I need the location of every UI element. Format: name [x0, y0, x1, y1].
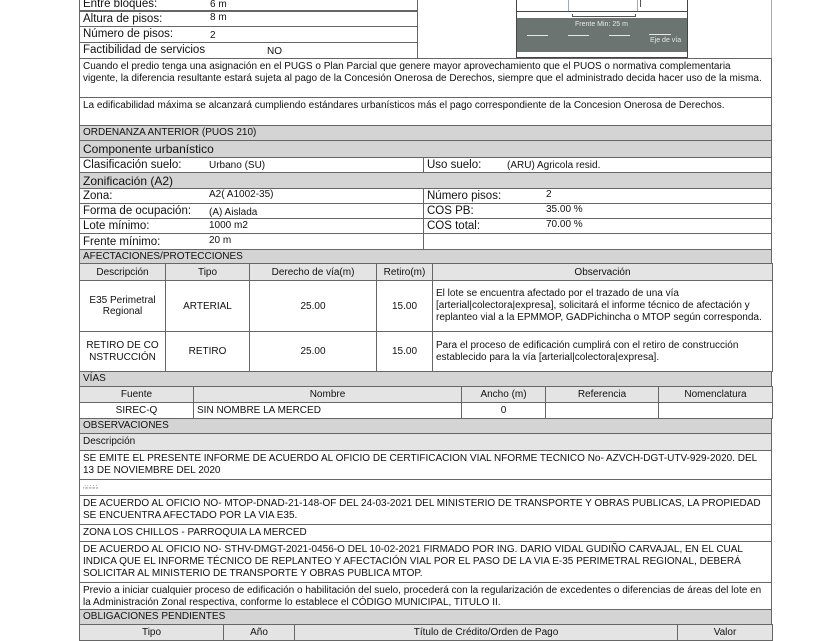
cell-derecho-via: 25.00 [250, 332, 377, 372]
observaciones-header: Descripción [79, 433, 772, 451]
road-dash [527, 35, 548, 36]
clasificacion-label: Clasificación suelo: [83, 159, 182, 171]
numero-pisos-row [423, 188, 772, 204]
numero-pisos-value: 2 [546, 189, 552, 200]
vias-table [79, 386, 773, 419]
param-label: Número de pisos: [83, 28, 174, 40]
diagram-divider [517, 11, 687, 12]
lot-diagram [516, 0, 688, 59]
col-header-ano: Año [224, 625, 295, 641]
param-value: 2 [210, 30, 216, 41]
col-header-valor: Valor [678, 625, 773, 641]
cell-observacion: Para el proceso de edificación cumplirá con el retiro de construcción establecido para la vía [arterial|colectora|expresa]. [433, 332, 773, 372]
note-concesion-onerosa: Cuando el predio tenga una asignación en el PUGS o Plan Parcial que genere mayor aprovechamiento que el PUOS o normativa complementaria vigente, la diferencia resultante estará sujeta al pago de la Concesión Onerosa de Derechos, siempre que el administrado decida hacer uso de la misma. [79, 58, 772, 98]
cell-tipo: RETIRO [166, 332, 250, 372]
col-header-referencia: Referencia [546, 387, 659, 403]
afectaciones-title: AFECTACIONES/PROTECCIONES [79, 249, 772, 264]
param-label: Altura de pisos: [83, 13, 163, 25]
cell-retiro: 15.00 [377, 332, 433, 372]
lote-value: 1000 m2 [209, 220, 248, 231]
zona-row [79, 188, 424, 204]
cell-nombre: SIN NOMBRE LA MERCED [194, 403, 462, 419]
cell-descripcion: RETIRO DE CONSTRUCCIÓN [80, 332, 166, 372]
forma-value: (A) Aislada [209, 207, 258, 218]
lote-minimo-row [79, 218, 424, 234]
cell-fuente: SIREC-Q [80, 403, 194, 419]
cos-total-value: 70.00 % [546, 219, 583, 230]
col-header-tipo: Tipo [166, 264, 250, 281]
cell-tipo: ARTERIAL [166, 281, 250, 332]
zonificacion: Zonificación (A2) [79, 172, 772, 189]
uso-label: Uso suelo: [427, 159, 482, 171]
observacion-item: DE ACUERDO AL OFICIO NO- STHV-DMGT-2021-0456-O DEL 10-02-2021 FIRMADO POR ING. DARIO VIDAL GUDIÑO CARVAJAL, EN EL CUAL INDICA QUE EL INFORME TÉCNICO DE REPLANTEO Y AFECTACIÓN VIAL POR EL PASO DE LA VIA E-35 PERIMETRAL REGIONAL, DEBERÁ SOLICITAR AL MINISTERIO DE TRANSPORTE Y OBRAS PUBLICA MTOP. [79, 541, 772, 583]
road-axis-line [649, 34, 671, 35]
frente-value: 20 m [209, 235, 232, 246]
componente-urbanistico: Componente urbanístico [79, 140, 772, 158]
frente-dimension-line [572, 14, 636, 17]
param-value: 6 m [210, 0, 227, 10]
observacion-item: Previo a iniciar cualquier proceso de edificación o habilitación del suelo, procederá con la regularización de excedentes o diferencias de áreas del lote en la Administración Zonal respectiva, conforme lo establece el CÓDIGO MUNICIPAL, TITULO II. [79, 582, 772, 610]
cell-referencia [546, 403, 659, 419]
col-header-titulo-credito: Título de Crédito/Orden de Pago [295, 625, 678, 641]
cell-retiro: 15.00 [377, 281, 433, 332]
cell-descripcion: E35 Perimetral Regional [80, 281, 166, 332]
clasificacion-suelo-row [79, 157, 424, 173]
lote-label: Lote mínimo: [83, 220, 150, 232]
param-row-altura-pisos [79, 11, 418, 27]
param-label: Factibilidad de servicios [83, 44, 206, 56]
frente-minimo-row [79, 233, 424, 250]
col-header-tipo: Tipo [80, 625, 224, 641]
table-row [80, 403, 773, 419]
numero-pisos-label: Número pisos: [427, 190, 502, 202]
col-header-descripcion: Descripción [80, 264, 166, 281]
col-header-nomenclatura: Nomenclatura [659, 387, 773, 403]
road-band [517, 18, 687, 52]
observacion-item: ZONA LOS CHILLOS - PARROQUIA LA MERCED [79, 524, 772, 542]
observacion-punctuation: ,;,;,;,;,;, [83, 484, 99, 490]
forma-label: Forma de ocupación: [83, 205, 192, 217]
zona-value: A2( A1002-35) [209, 189, 274, 200]
uso-suelo-row [423, 157, 772, 173]
cell-observacion: El lote se encuentra afectado por el trazado de una vía [arterial|colectora|expresa], solicitará el informe técnico de afectación y replanteo vial a la EPMMOP, GADPichincha o MTOP según corresponda. [433, 281, 773, 332]
frente-label: Frente mínimo: [83, 236, 161, 248]
col-header-fuente: Fuente [80, 387, 194, 403]
cos-total-row [423, 218, 772, 234]
frente-label: Frente Min: 25 m [575, 21, 628, 28]
eje-label: Eje de vía [650, 37, 682, 44]
empty-cell [423, 233, 772, 250]
road-dash [568, 35, 589, 36]
param-row-factibilidad [79, 42, 418, 59]
road-dash [609, 35, 630, 36]
obligaciones-table [79, 624, 773, 641]
clasificacion-value: Urbano (SU) [209, 160, 266, 171]
param-value: NO [267, 46, 282, 57]
ordenanza-title: ORDENANZA ANTERIOR (PUOS 210) [79, 125, 772, 141]
param-value: 8 m [210, 12, 227, 23]
col-header-derecho-via: Derecho de vía(m) [250, 264, 377, 281]
zona-label: Zona: [83, 190, 113, 202]
cos-pb-row [423, 203, 772, 219]
param-row-numero-pisos [79, 26, 418, 43]
observacion-item: DE ACUERDO AL OFICIO NO- MTOP-DNAD-21-148-OF DEL 24-03-2021 DEL MINISTERIO DE TRANSPORTE Y OBRAS PUBLICAS, LA PROPIEDAD SE ENCUENTRA AFECTADO POR LA VIA E35. [79, 495, 772, 525]
param-label: Entre bloques: [83, 0, 158, 10]
observacion-item: SE EMITE EL PRESENTE INFORME DE ACUERDO AL OFICIO DE CERTIFICACION VIAL NFORME TECNICO No- AZVCH-DGT-UTV-929-2020. DEL 13 DE NOVIEMBRE DEL 2020 [79, 450, 772, 480]
cos-pb-value: 35.00 % [546, 204, 583, 215]
param-row-entre-bloques [79, 0, 418, 11]
uso-value: (ARU) Agricola resid. [507, 160, 601, 171]
observacion-item [79, 479, 772, 496]
vias-title: VÍAS [79, 371, 772, 387]
observaciones-title: OBSERVACIONES [79, 418, 772, 434]
col-header-retiro: Retiro(m) [377, 264, 433, 281]
note-edificabilidad: La edificabilidad máxima se alcanzará cumpliendo estándares urbanísticos más el pago correspondiente de la Concesion Onerosa de Derechos. [79, 97, 772, 126]
cos-pb-label: COS PB: [427, 205, 474, 217]
cell-ancho: 0 [462, 403, 546, 419]
afectaciones-table [79, 263, 773, 372]
setback-marker [640, 0, 641, 7]
col-header-observacion: Observación [433, 264, 773, 281]
cell-derecho-via: 25.00 [250, 281, 377, 332]
cell-nomenclatura [659, 403, 773, 419]
obligaciones-title: OBLIGACIONES PENDIENTES [79, 609, 772, 625]
col-header-ancho: Ancho (m) [462, 387, 546, 403]
forma-ocupacion-row [79, 203, 424, 219]
table-row [80, 332, 773, 372]
col-header-nombre: Nombre [194, 387, 462, 403]
cos-total-label: COS total: [427, 220, 481, 232]
table-row [80, 281, 773, 332]
